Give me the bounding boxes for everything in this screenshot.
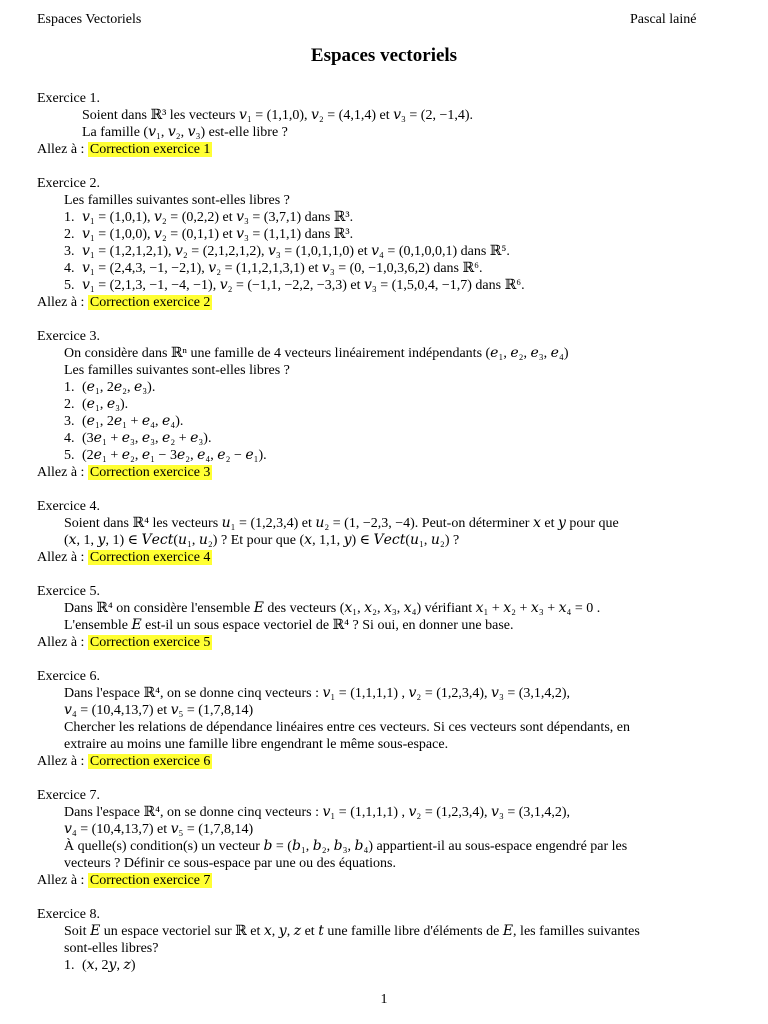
list-item-number: 2. xyxy=(64,397,75,412)
exercise-title: Exercice 4. xyxy=(37,499,100,514)
exercise-text-line: On considère dans ℝⁿ une famille de 4 vecteurs linéairement indépendants (𝑒₁, 𝑒₂, 𝑒₃, 𝑒₄) xyxy=(64,346,569,361)
list-item xyxy=(37,209,712,226)
list-item-number: 3. xyxy=(64,414,75,429)
exercise-text-line: Soient dans ℝ⁴ les vecteurs 𝑢₁ = (1,2,3,4) et 𝑢₂ = (1, −2,3, −4). Peut-on déterminer 𝑥 et 𝑦 pour que xyxy=(64,516,619,531)
correction-link-2[interactable]: Correction exercice 2 xyxy=(89,295,211,310)
correction-link-4[interactable]: Correction exercice 4 xyxy=(89,550,211,565)
list-item xyxy=(37,447,712,464)
list-item-number: 1. xyxy=(64,210,75,225)
allez-label: Allez à : xyxy=(37,873,85,888)
exercise-2 xyxy=(37,175,712,311)
exercise-3 xyxy=(37,328,712,481)
exercise-4 xyxy=(37,498,712,566)
exercise-text-line: Soient dans ℝ³ les vecteurs 𝑣₁ = (1,1,0), 𝑣₂ = (4,1,4) et 𝑣₃ = (2, −1,4). xyxy=(82,108,473,123)
exercise-text-line: La famille (𝑣₁, 𝑣₂, 𝑣₃) est-elle libre ? xyxy=(82,125,288,140)
list-item xyxy=(37,243,712,260)
allez-label: Allez à : xyxy=(37,635,85,650)
list-item-text: (3𝑒₁ + 𝑒₃, 𝑒₃, 𝑒₂ + 𝑒₃). xyxy=(82,431,212,446)
exercise-title: Exercice 1. xyxy=(37,91,100,106)
exercise-text-line: Dans ℝ⁴ on considère l'ensemble 𝐸 des vecteurs (𝑥₁, 𝑥₂, 𝑥₃, 𝑥₄) vérifiant 𝑥₁ + 𝑥₂ + 𝑥₃ + 𝑥₄ = 0 . xyxy=(64,601,601,616)
correction-line xyxy=(37,294,712,311)
exercise-1 xyxy=(37,90,712,158)
header-left: Espaces Vectoriels xyxy=(37,12,142,27)
correction-link-5[interactable]: Correction exercice 5 xyxy=(89,635,211,650)
exercise-8 xyxy=(37,906,712,974)
exercise-title: Exercice 2. xyxy=(37,176,100,191)
list-item xyxy=(37,396,712,413)
list-item-text: 𝑣₁ = (1,2,1,2,1), 𝑣₂ = (2,1,2,1,2), 𝑣₃ = (1,0,1,1,0) et 𝑣₄ = (0,1,0,0,1) dans ℝ⁵. xyxy=(82,244,510,259)
allez-label: Allez à : xyxy=(37,754,85,769)
exercise-text-line: extraire au moins une famille libre engendrant le même sous-espace. xyxy=(64,737,449,752)
exercise-title: Exercice 7. xyxy=(37,788,100,803)
exercise-7 xyxy=(37,787,712,889)
exercise-5 xyxy=(37,583,712,651)
exercise-text-line: À quelle(s) condition(s) un vecteur 𝑏 = (𝑏₁, 𝑏₂, 𝑏₃, 𝑏₄) appartient-il au sous-espace engendré par les xyxy=(64,839,628,854)
list-item xyxy=(37,226,712,243)
list-item-text: 𝑣₁ = (2,1,3, −1, −4, −1), 𝑣₂ = (−1,1, −2,2, −3,3) et 𝑣₃ = (1,5,0,4, −1,7) dans ℝ⁶. xyxy=(82,278,525,293)
exercise-text-line: sont-elles libres? xyxy=(64,941,159,956)
list-item-text: (𝑥, 2𝑦, 𝑧) xyxy=(82,958,136,973)
list-item-number: 5. xyxy=(64,278,75,293)
exercise-6 xyxy=(37,668,712,770)
exercise-text-line: 𝑣₄ = (10,4,13,7) et 𝑣₅ = (1,7,8,14) xyxy=(64,822,254,837)
list-item xyxy=(37,277,712,294)
correction-line xyxy=(37,549,712,566)
list-item xyxy=(37,957,712,974)
list-item-text: 𝑣₁ = (1,0,1), 𝑣₂ = (0,2,2) et 𝑣₃ = (3,7,1) dans ℝ³. xyxy=(82,210,354,225)
list-item-text: (𝑒₁, 𝑒₃). xyxy=(82,397,129,412)
exercise-text-line: Dans l'espace ℝ⁴, on se donne cinq vecteurs : 𝑣₁ = (1,1,1,1) , 𝑣₂ = (1,2,3,4), 𝑣₃ = (3,1,4,2), xyxy=(64,686,571,701)
exercise-text-line: L'ensemble 𝐸 est-il un sous espace vectoriel de ℝ⁴ ? Si oui, en donner une base. xyxy=(64,618,514,633)
exercise-title: Exercice 8. xyxy=(37,907,100,922)
list-item xyxy=(37,430,712,447)
list-item-number: 5. xyxy=(64,448,75,463)
exercise-text-line: Les familles suivantes sont-elles libres ? xyxy=(64,363,290,378)
correction-link-1[interactable]: Correction exercice 1 xyxy=(89,142,211,157)
list-item-number: 1. xyxy=(64,380,75,395)
page-title: Espaces vectoriels xyxy=(310,45,458,66)
exercise-text-line: Les familles suivantes sont-elles libres ? xyxy=(64,193,290,208)
exercise-text-line: vecteurs ? Définir ce sous-espace par une ou des équations. xyxy=(64,856,396,871)
correction-line xyxy=(37,753,712,770)
exercise-text-line: (𝑥, 1, 𝑦, 1) ∈ 𝑉𝑒𝑐𝑡(𝑢₁, 𝑢₂) ? Et pour que (𝑥, 1,1, 𝑦) ∈ 𝑉𝑒𝑐𝑡(𝑢₁, 𝑢₂) ? xyxy=(64,533,460,548)
exercise-title: Exercice 3. xyxy=(37,329,100,344)
list-item-text: 𝑣₁ = (1,0,0), 𝑣₂ = (0,1,1) et 𝑣₃ = (1,1,1) dans ℝ³. xyxy=(82,227,354,242)
list-item xyxy=(37,413,712,430)
exercise-list xyxy=(37,90,712,991)
list-item-text: (2𝑒₁ + 𝑒₂, 𝑒₁ − 3𝑒₂, 𝑒₄, 𝑒₂ − 𝑒₁). xyxy=(82,448,267,463)
exercise-text-line: 𝑣₄ = (10,4,13,7) et 𝑣₅ = (1,7,8,14) xyxy=(64,703,254,718)
page-number: 1 xyxy=(380,992,388,1007)
exercise-text-line: Soit 𝐸 un espace vectoriel sur ℝ et 𝑥, 𝑦, 𝑧 et 𝑡 une famille libre d'éléments de 𝐸, les familles suivantes xyxy=(64,924,640,939)
allez-label: Allez à : xyxy=(37,550,85,565)
correction-link-6[interactable]: Correction exercice 6 xyxy=(89,754,211,769)
correction-link-3[interactable]: Correction exercice 3 xyxy=(89,465,211,480)
list-item-number: 4. xyxy=(64,261,75,276)
correction-line xyxy=(37,141,712,158)
exercise-title: Exercice 5. xyxy=(37,584,100,599)
list-item-number: 4. xyxy=(64,431,75,446)
allez-label: Allez à : xyxy=(37,142,85,157)
exercise-text-line: Chercher les relations de dépendance linéaires entre ces vecteurs. Si ces vecteurs sont dépendants, en xyxy=(64,720,630,735)
allez-label: Allez à : xyxy=(37,295,85,310)
correction-line xyxy=(37,464,712,481)
correction-line xyxy=(37,634,712,651)
list-item-text: (𝑒₁, 2𝑒₂, 𝑒₃). xyxy=(82,380,156,395)
list-item xyxy=(37,379,712,396)
correction-link-7[interactable]: Correction exercice 7 xyxy=(89,873,211,888)
list-item-number: 1. xyxy=(64,958,75,973)
list-item xyxy=(37,260,712,277)
exercise-title: Exercice 6. xyxy=(37,669,100,684)
allez-label: Allez à : xyxy=(37,465,85,480)
correction-line xyxy=(37,872,712,889)
list-item-number: 2. xyxy=(64,227,75,242)
list-item-number: 3. xyxy=(64,244,75,259)
list-item-text: 𝑣₁ = (2,4,3, −1, −2,1), 𝑣₂ = (1,1,2,1,3,1) et 𝑣₃ = (0, −1,0,3,6,2) dans ℝ⁶. xyxy=(82,261,483,276)
header-right: Pascal lainé xyxy=(630,12,697,27)
exercise-text-line: Dans l'espace ℝ⁴, on se donne cinq vecteurs : 𝑣₁ = (1,1,1,1) , 𝑣₂ = (1,2,3,4), 𝑣₃ = (3,1,4,2), xyxy=(64,805,571,820)
list-item-text: (𝑒₁, 2𝑒₁ + 𝑒₄, 𝑒₄). xyxy=(82,414,184,429)
